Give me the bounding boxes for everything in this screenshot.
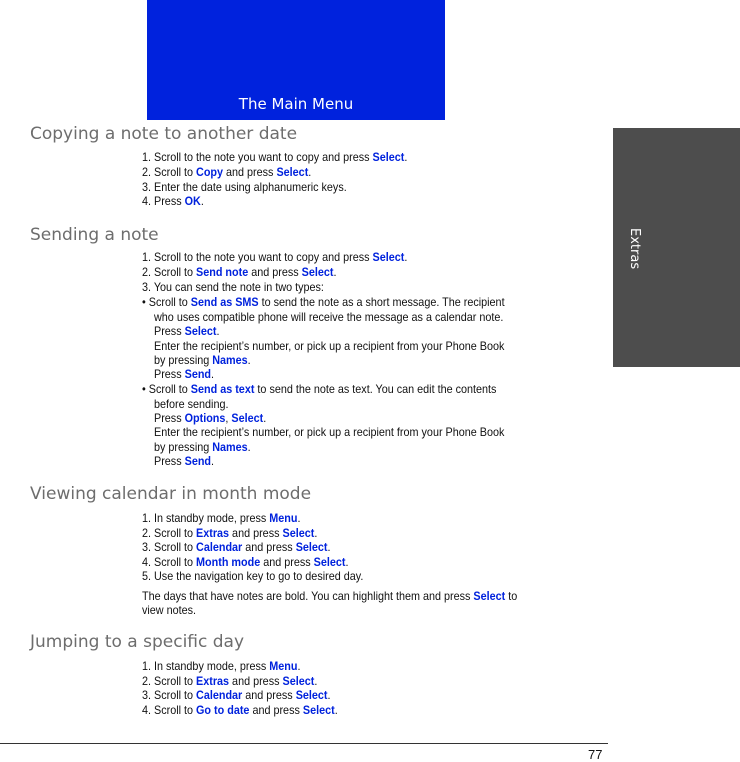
body-line — [142, 703, 338, 718]
key-term: Send — [184, 367, 212, 381]
key-term: Copy — [196, 165, 224, 179]
text-run: and press — [242, 688, 296, 702]
body-line — [154, 411, 266, 426]
key-term: Go to date — [196, 703, 250, 717]
key-term: Select — [282, 526, 315, 540]
text-run: . — [345, 555, 349, 569]
body-line — [142, 688, 331, 703]
body-line — [142, 382, 496, 397]
body-line — [142, 194, 204, 209]
text-run: 1. Scroll to the note you want to copy and press — [142, 250, 373, 264]
text-run: 5. Use the navigation key to go to desired day. — [142, 569, 364, 583]
key-term: Select — [295, 540, 328, 554]
text-run: view notes. — [142, 603, 197, 617]
key-term: Select — [372, 250, 405, 264]
text-run: Press — [154, 411, 185, 425]
body-line — [142, 295, 505, 310]
text-run: . — [247, 440, 251, 454]
text-run: Press — [154, 367, 185, 381]
body-line — [154, 353, 251, 368]
body-line — [142, 250, 407, 265]
text-run: 3. Scroll to — [142, 688, 197, 702]
key-term: OK — [184, 194, 201, 208]
text-run: and press — [229, 526, 283, 540]
body-line — [154, 397, 228, 412]
key-term: Select — [276, 165, 309, 179]
key-term: Send — [184, 454, 212, 468]
key-term: Names — [212, 440, 248, 454]
text-run: . — [297, 659, 301, 673]
text-run: . — [314, 526, 318, 540]
text-run: 3. Enter the date using alphanumeric keys. — [142, 180, 347, 194]
text-run: . — [327, 540, 331, 554]
text-run: 2. Scroll to — [142, 165, 197, 179]
body-line — [142, 540, 331, 555]
text-run: to send the note as text. You can edit the contents — [254, 382, 497, 396]
text-run: and press — [260, 555, 314, 569]
text-run: to — [505, 589, 518, 603]
text-run: and press — [242, 540, 296, 554]
body-line — [154, 324, 219, 339]
key-term: Select — [282, 674, 315, 688]
text-run: . — [327, 688, 331, 702]
key-term: Options — [184, 411, 226, 425]
key-term: Send as text — [190, 382, 255, 396]
banner-title: The Main Menu — [238, 95, 354, 113]
key-term: Menu — [269, 511, 298, 525]
text-run: . — [308, 165, 312, 179]
body-line — [142, 180, 347, 195]
text-run: Press — [154, 324, 185, 338]
text-run: , — [225, 411, 232, 425]
text-run: 2. Scroll to — [142, 265, 197, 279]
text-run: 3. Scroll to — [142, 540, 197, 554]
text-run: and press — [248, 265, 302, 279]
text-run: The days that have notes are bold. You can highlight them and press — [142, 589, 474, 603]
key-term: Calendar — [196, 688, 243, 702]
body-line — [142, 511, 300, 526]
text-run: and press — [223, 165, 277, 179]
key-term: Names — [212, 353, 248, 367]
footer-divider — [0, 743, 608, 744]
key-term: Select — [372, 150, 405, 164]
text-run: . — [211, 367, 215, 381]
side-tab-label: Extras — [627, 228, 642, 270]
text-run: 4. Press — [142, 194, 185, 208]
text-run: Enter the recipient’s number, or pick up a recipient from your Phone Book — [154, 425, 505, 439]
text-run: Enter the recipient’s number, or pick up a recipient from your Phone Book — [154, 339, 505, 353]
key-term: Select — [295, 688, 328, 702]
body-line — [154, 454, 214, 469]
text-run: . — [334, 703, 338, 717]
text-run: and press — [249, 703, 303, 717]
key-term: Select — [231, 411, 264, 425]
text-run: to send the note as a short message. The recipient — [258, 295, 505, 309]
text-run: 2. Scroll to — [142, 674, 197, 688]
body-line — [142, 265, 337, 280]
body-line — [142, 569, 363, 584]
text-run: . — [216, 324, 220, 338]
text-run: • Scroll to — [142, 295, 191, 309]
body-line — [142, 526, 317, 541]
body-line — [154, 339, 504, 354]
body-line — [142, 165, 311, 180]
text-run: 3. You can send the note in two types: — [142, 280, 324, 294]
text-run: . — [404, 150, 408, 164]
text-run: 1. Scroll to the note you want to copy and press — [142, 150, 373, 164]
text-run: . — [404, 250, 408, 264]
key-term: Calendar — [196, 540, 243, 554]
section-title: Sending a note — [30, 225, 159, 245]
key-term: Select — [313, 555, 346, 569]
text-run: 4. Scroll to — [142, 703, 197, 717]
body-line — [154, 440, 251, 455]
page-number: 77 — [588, 747, 603, 762]
text-run: who uses compatible phone will receive the message as a calendar note. — [154, 310, 504, 324]
section-title: Copying a note to another date — [30, 124, 298, 144]
key-term: Extras — [196, 674, 230, 688]
text-run: 1. In standby mode, press — [142, 659, 270, 673]
text-run: Press — [154, 454, 185, 468]
text-run: and press — [229, 674, 283, 688]
body-line — [154, 367, 214, 382]
body-line — [142, 589, 517, 604]
key-term: Select — [473, 589, 506, 603]
text-run: . — [314, 674, 318, 688]
text-run: . — [297, 511, 301, 525]
text-run: 2. Scroll to — [142, 526, 197, 540]
key-term: Select — [302, 703, 335, 717]
body-line — [142, 603, 196, 618]
text-run: 1. In standby mode, press — [142, 511, 270, 525]
body-line — [142, 555, 348, 570]
text-run: . — [200, 194, 204, 208]
header-banner — [147, 0, 445, 120]
key-term: Select — [301, 265, 334, 279]
body-line — [142, 150, 407, 165]
text-run: by pressing — [154, 353, 213, 367]
body-line — [154, 425, 504, 440]
body-line — [142, 659, 300, 674]
key-term: Extras — [196, 526, 230, 540]
text-run: . — [333, 265, 337, 279]
text-run: . — [247, 353, 251, 367]
section-title: Viewing calendar in month mode — [30, 484, 312, 504]
key-term: Send as SMS — [190, 295, 259, 309]
text-run: by pressing — [154, 440, 213, 454]
text-run: • Scroll to — [142, 382, 191, 396]
body-line — [142, 674, 317, 689]
body-line — [154, 310, 503, 325]
text-run: 4. Scroll to — [142, 555, 197, 569]
text-run: before sending. — [154, 397, 229, 411]
section-title: Jumping to a specific day — [30, 632, 245, 652]
key-term: Menu — [269, 659, 298, 673]
text-run: . — [263, 411, 267, 425]
key-term: Send note — [196, 265, 249, 279]
key-term: Month mode — [196, 555, 261, 569]
body-line — [142, 280, 324, 295]
text-run: . — [211, 454, 215, 468]
key-term: Select — [184, 324, 217, 338]
